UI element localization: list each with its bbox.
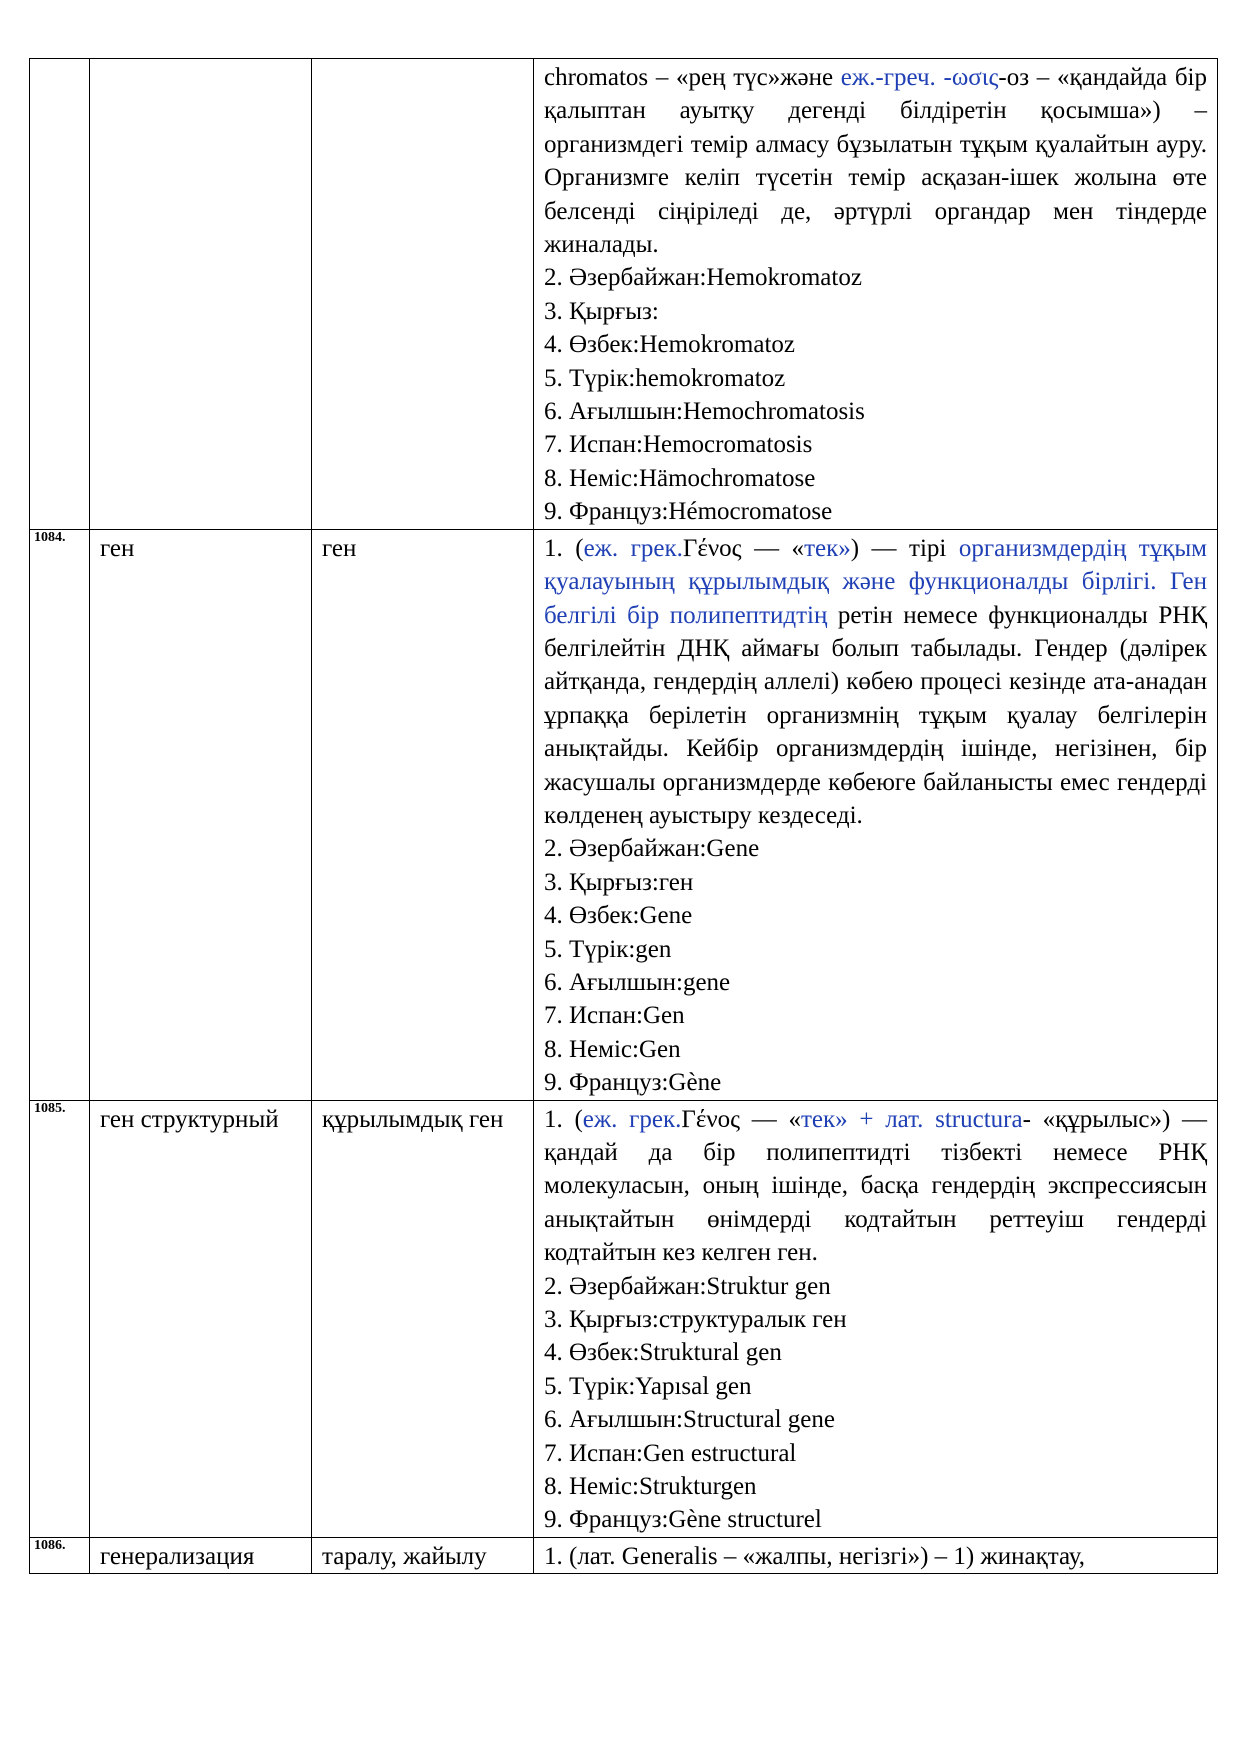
- term-russian: ген структурный: [90, 1100, 312, 1537]
- definition-link-text: тек»: [804, 534, 851, 562]
- translation-line: 5. Түрік:hemokromatoz: [544, 364, 786, 392]
- definition-text: chromatos – «рең түс»және: [544, 64, 841, 91]
- term-number: 1084.: [30, 529, 90, 1100]
- definition-link-text: еж. грек.: [582, 1105, 682, 1133]
- term-russian: ген: [90, 529, 312, 1100]
- term-definition-cell: [534, 1537, 1218, 1573]
- term-kazakh: таралу, жайылу: [312, 1537, 534, 1573]
- translation-line: 4. Өзбек:Hemokromatoz: [544, 331, 796, 359]
- term-number: [30, 59, 90, 530]
- translation-line: 3. Қырғыз:ген: [544, 868, 694, 896]
- translation-line: 2. Әзербайжан:Gene: [544, 835, 760, 863]
- definition-text: ) — тірі: [850, 534, 959, 562]
- translation-line: 8. Неміс:Hämochromatose: [544, 464, 816, 492]
- translation-line: 4. Өзбек:Gene: [544, 902, 693, 930]
- term-definition: [544, 532, 1207, 833]
- translation-line: 3. Қырғыз:: [544, 297, 659, 325]
- term-kazakh: құрылымдық ген: [312, 1100, 534, 1537]
- translation-line: 4. Өзбек:Struktural gen: [544, 1339, 782, 1367]
- term-definition-cell: [534, 59, 1218, 530]
- translation-line: 6. Ағылшын:Hemochromatosis: [544, 398, 865, 426]
- definition-text: 1. (лат. Generalis – «жалпы, негізгі») – 1) жинақтау,: [544, 1542, 1086, 1570]
- term-definition-cell: [534, 529, 1218, 1100]
- definition-text: -оз – «қандайда бір қалыптан ауытқу дегенді білдіретін қосымша») – организмдегі темір алмасу бұзылатын тұқым қуалайтын ауру. Организмге келіп түсетін темір асқазан-ішек жолына өте белсенді сіңіріледі де, әртүрлі органдар мен тіндерде жиналады.: [544, 64, 1207, 259]
- term-kazakh: ген: [312, 529, 534, 1100]
- definition-text: 1. (: [544, 1105, 583, 1133]
- translation-line: 5. Түрік:gen: [544, 935, 672, 963]
- term-kazakh: [312, 59, 534, 530]
- term-number: 1086.: [30, 1537, 90, 1573]
- translation-line: 6. Ағылшын:Structural gene: [544, 1406, 835, 1434]
- translation-line: 5. Түрік:Yapısal gen: [544, 1372, 752, 1400]
- term-definition-cell: [534, 1100, 1218, 1537]
- translation-line: 3. Қырғыз:структуралык ген: [544, 1306, 847, 1334]
- term-russian: [90, 59, 312, 530]
- definition-text: 1. (: [544, 534, 584, 562]
- translation-line: 6. Ағылшын:gene: [544, 968, 731, 996]
- definition-link-text: еж.-греч. -ωσις: [840, 64, 999, 91]
- definition-link-text: еж. грек.: [583, 534, 683, 562]
- translation-line: 7. Испан:Gen estructural: [544, 1439, 797, 1467]
- translation-line: 2. Әзербайжан:Hemokromatoz: [544, 264, 862, 292]
- term-definition: [544, 61, 1207, 261]
- terminology-table: [29, 58, 1218, 1574]
- translation-line: 8. Неміс:Strukturgen: [544, 1473, 757, 1501]
- translation-line: 9. Француз:Gène: [544, 1069, 722, 1097]
- term-definition: [544, 1103, 1207, 1270]
- definition-text: - «құрылыс») — қандай да бір полипептидті тізбекті немесе РНҚ молекуласын, оның ішінде, басқа гендердің экспрессиясын анықтайтын өнімдерді кодтайтын реттеуіш гендерді кодтайтын кез келген ген.: [544, 1105, 1207, 1267]
- term-number: 1085.: [30, 1100, 90, 1537]
- definition-text: ретін немесе функционалды РНҚ белгілейтін ДНҚ аймағы болып табылады. Гендер (дәлірек айтқанда, гендердің аллелі) көбею процесі кезінде ата-анадан ұрпаққа берілетін организмнің тұқым қуалау белгілерін анықтайды. Кейбір организмдердің ішінде, негізінен, бір жасушалы организмдерде көбеюге байланысты емес гендерді көлденең ауыстыру кездеседі.: [544, 601, 1207, 829]
- definition-text: Γένος — «: [682, 534, 805, 562]
- term-row: [30, 529, 1218, 1100]
- term-row: [30, 1537, 1218, 1573]
- term-russian: генерализация: [90, 1537, 312, 1573]
- translation-line: 7. Испан:Gen: [544, 1002, 685, 1030]
- term-row: [30, 59, 1218, 530]
- translation-line: 7. Испан:Hemocromatosis: [544, 431, 813, 459]
- term-definition: [544, 1540, 1207, 1573]
- definition-text: Γένος — «: [681, 1105, 801, 1133]
- translation-line: 2. Әзербайжан:Struktur gen: [544, 1272, 831, 1300]
- definition-link-text: организмдердің тұқым қуалауының құрылымдық және функционалды бірлігі. Ген белгілі бір полипептидтің: [544, 534, 1207, 629]
- translation-line: 8. Неміс:Gen: [544, 1035, 681, 1063]
- translation-line: 9. Француз:Hémocromatose: [544, 498, 833, 526]
- definition-link-text: тек» + лат. structura: [800, 1105, 1023, 1133]
- terminology-page: [29, 58, 1217, 1574]
- term-row: [30, 1100, 1218, 1537]
- translation-line: 9. Француз:Gène structurel: [544, 1506, 822, 1534]
